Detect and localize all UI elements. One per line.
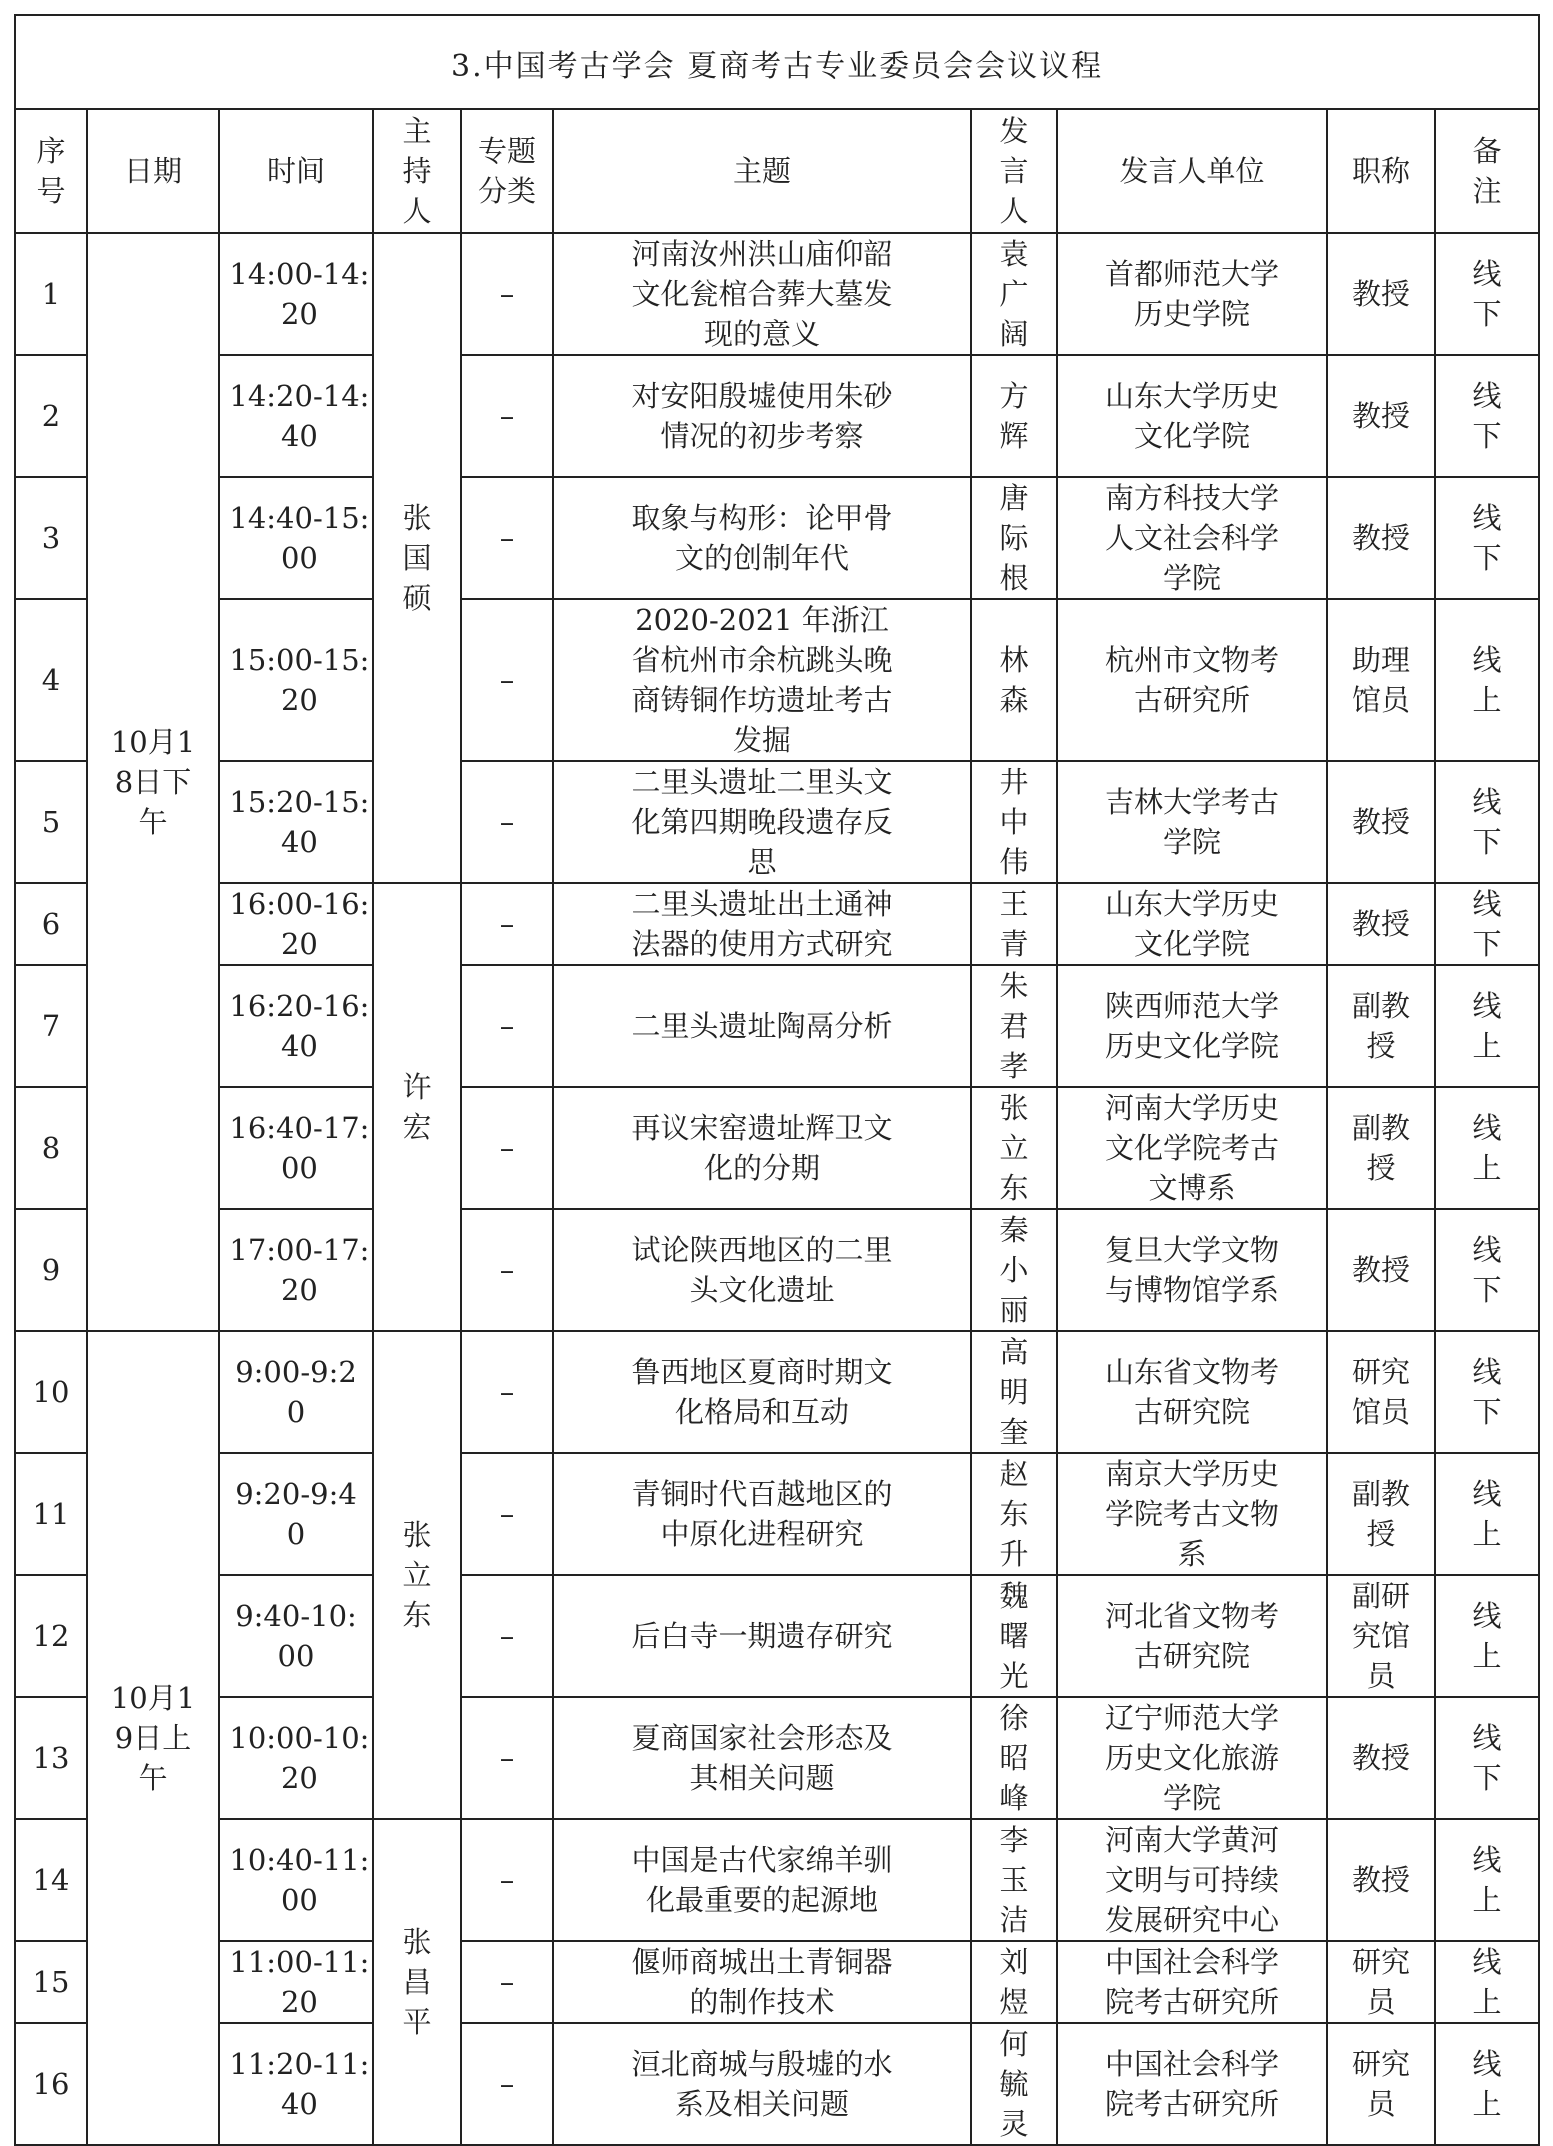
row-category: – xyxy=(461,965,553,1087)
row-time: 9:00-9:20 xyxy=(219,1331,373,1453)
row-note: 线下 xyxy=(1435,233,1539,355)
row-topic: 二里头遗址出土通神法器的使用方式研究 xyxy=(553,883,971,965)
row-category: – xyxy=(461,883,553,965)
row-seq: 5 xyxy=(15,761,87,883)
row-time: 11:20-11:40 xyxy=(219,2023,373,2145)
row-note: 线下 xyxy=(1435,1209,1539,1331)
row-category: – xyxy=(461,233,553,355)
row-topic: 二里头遗址陶鬲分析 xyxy=(553,965,971,1087)
row-speaker: 朱君孝 xyxy=(971,965,1057,1087)
row-topic: 青铜时代百越地区的中原化进程研究 xyxy=(553,1453,971,1575)
row-speaker: 唐际根 xyxy=(971,477,1057,599)
row-category: – xyxy=(461,1209,553,1331)
row-category: – xyxy=(461,599,553,761)
row-topic: 取象与构形：论甲骨文的创制年代 xyxy=(553,477,971,599)
session-date-2: 10月19日上午 xyxy=(87,1331,219,2145)
row-speaker: 井中伟 xyxy=(971,761,1057,883)
table-row xyxy=(15,1575,1539,1697)
row-position: 副教授 xyxy=(1327,1087,1435,1209)
row-position: 教授 xyxy=(1327,883,1435,965)
row-position: 研究员 xyxy=(1327,2023,1435,2145)
row-seq: 16 xyxy=(15,2023,87,2145)
session-host-3: 张立东 xyxy=(373,1331,461,1819)
row-position: 助理馆员 xyxy=(1327,599,1435,761)
row-seq: 11 xyxy=(15,1453,87,1575)
row-note: 线上 xyxy=(1435,599,1539,761)
row-position: 副教授 xyxy=(1327,965,1435,1087)
row-speaker: 李玉洁 xyxy=(971,1819,1057,1941)
row-unit: 吉林大学考古学院 xyxy=(1057,761,1327,883)
row-seq: 8 xyxy=(15,1087,87,1209)
row-position: 研究馆员 xyxy=(1327,1331,1435,1453)
session-date-1: 10月18日下午 xyxy=(87,233,219,1331)
row-category: – xyxy=(461,477,553,599)
table-row xyxy=(15,233,1539,355)
row-topic: 后白寺一期遗存研究 xyxy=(553,1575,971,1697)
row-note: 线下 xyxy=(1435,477,1539,599)
row-unit: 陕西师范大学历史文化学院 xyxy=(1057,965,1327,1087)
row-note: 线上 xyxy=(1435,1087,1539,1209)
agenda-page xyxy=(14,14,1538,2141)
row-speaker: 林森 xyxy=(971,599,1057,761)
row-seq: 15 xyxy=(15,1941,87,2023)
row-time: 15:20-15:40 xyxy=(219,761,373,883)
header-position: 职称 xyxy=(1327,109,1435,233)
table-row xyxy=(15,1941,1539,2023)
row-time: 17:00-17:20 xyxy=(219,1209,373,1331)
row-position: 副教授 xyxy=(1327,1453,1435,1575)
row-seq: 13 xyxy=(15,1697,87,1819)
row-seq: 7 xyxy=(15,965,87,1087)
row-time: 9:20-9:40 xyxy=(219,1453,373,1575)
header-unit: 发言人单位 xyxy=(1057,109,1327,233)
row-unit: 中国社会科学院考古研究所 xyxy=(1057,2023,1327,2145)
row-speaker: 高明奎 xyxy=(971,1331,1057,1453)
header-category: 专题分类 xyxy=(461,109,553,233)
row-category: – xyxy=(461,761,553,883)
row-unit: 杭州市文物考古研究所 xyxy=(1057,599,1327,761)
row-position: 副研究馆员 xyxy=(1327,1575,1435,1697)
row-unit: 南方科技大学人文社会科学学院 xyxy=(1057,477,1327,599)
table-row xyxy=(15,477,1539,599)
row-note: 线上 xyxy=(1435,965,1539,1087)
row-topic: 再议宋窑遗址辉卫文化的分期 xyxy=(553,1087,971,1209)
row-category: – xyxy=(461,1453,553,1575)
row-time: 15:00-15:20 xyxy=(219,599,373,761)
row-time: 11:00-11:20 xyxy=(219,1941,373,2023)
row-speaker: 方辉 xyxy=(971,355,1057,477)
header-host: 主持人 xyxy=(373,109,461,233)
header-time: 时间 xyxy=(219,109,373,233)
row-speaker: 张立东 xyxy=(971,1087,1057,1209)
row-note: 线下 xyxy=(1435,355,1539,477)
row-note: 线下 xyxy=(1435,1697,1539,1819)
table-row xyxy=(15,1453,1539,1575)
row-unit: 首都师范大学历史学院 xyxy=(1057,233,1327,355)
row-seq: 9 xyxy=(15,1209,87,1331)
row-unit: 河南大学历史文化学院考古文博系 xyxy=(1057,1087,1327,1209)
row-speaker: 秦小丽 xyxy=(971,1209,1057,1331)
row-position: 教授 xyxy=(1327,1209,1435,1331)
row-note: 线下 xyxy=(1435,1331,1539,1453)
session-host-1: 张国硕 xyxy=(373,233,461,883)
row-category: – xyxy=(461,1819,553,1941)
header-seq: 序号 xyxy=(15,109,87,233)
session-host-4: 张昌平 xyxy=(373,1819,461,2145)
row-time: 16:40-17:00 xyxy=(219,1087,373,1209)
row-unit: 河北省文物考古研究院 xyxy=(1057,1575,1327,1697)
row-seq: 2 xyxy=(15,355,87,477)
agenda-title: 3.中国考古学会 夏商考古专业委员会会议议程 xyxy=(15,15,1539,109)
row-seq: 6 xyxy=(15,883,87,965)
row-topic: 夏商国家社会形态及其相关问题 xyxy=(553,1697,971,1819)
session-host-2: 许宏 xyxy=(373,883,461,1331)
table-row xyxy=(15,1331,1539,1453)
row-time: 10:40-11:00 xyxy=(219,1819,373,1941)
row-position: 教授 xyxy=(1327,477,1435,599)
row-time: 14:40-15:00 xyxy=(219,477,373,599)
header-date: 日期 xyxy=(87,109,219,233)
row-topic: 中国是古代家绵羊驯化最重要的起源地 xyxy=(553,1819,971,1941)
row-topic: 河南汝州洪山庙仰韶文化瓮棺合葬大墓发现的意义 xyxy=(553,233,971,355)
row-seq: 3 xyxy=(15,477,87,599)
table-row xyxy=(15,2023,1539,2145)
row-unit: 中国社会科学院考古研究所 xyxy=(1057,1941,1327,2023)
row-speaker: 刘煜 xyxy=(971,1941,1057,2023)
row-topic: 洹北商城与殷墟的水系及相关问题 xyxy=(553,2023,971,2145)
row-seq: 12 xyxy=(15,1575,87,1697)
table-row xyxy=(15,965,1539,1087)
row-speaker: 何毓灵 xyxy=(971,2023,1057,2145)
row-note: 线上 xyxy=(1435,1453,1539,1575)
row-topic: 偃师商城出土青铜器的制作技术 xyxy=(553,1941,971,2023)
table-row xyxy=(15,1697,1539,1819)
table-row xyxy=(15,1209,1539,1331)
row-time: 14:00-14:20 xyxy=(219,233,373,355)
row-time: 10:00-10:20 xyxy=(219,1697,373,1819)
agenda-table xyxy=(14,14,1540,2146)
row-time: 14:20-14:40 xyxy=(219,355,373,477)
row-note: 线下 xyxy=(1435,761,1539,883)
row-topic: 鲁西地区夏商时期文化格局和互动 xyxy=(553,1331,971,1453)
row-time: 9:40-10:00 xyxy=(219,1575,373,1697)
row-position: 教授 xyxy=(1327,233,1435,355)
table-row xyxy=(15,355,1539,477)
row-category: – xyxy=(461,1941,553,2023)
row-speaker: 袁广阔 xyxy=(971,233,1057,355)
table-row xyxy=(15,883,1539,965)
row-time: 16:00-16:20 xyxy=(219,883,373,965)
row-position: 教授 xyxy=(1327,1697,1435,1819)
row-topic: 试论陕西地区的二里头文化遗址 xyxy=(553,1209,971,1331)
row-category: – xyxy=(461,1087,553,1209)
row-position: 教授 xyxy=(1327,761,1435,883)
row-category: – xyxy=(461,1575,553,1697)
row-note: 线上 xyxy=(1435,1575,1539,1697)
row-note: 线上 xyxy=(1435,1941,1539,2023)
row-note: 线上 xyxy=(1435,1819,1539,1941)
row-category: – xyxy=(461,355,553,477)
row-unit: 山东省文物考古研究院 xyxy=(1057,1331,1327,1453)
row-seq: 10 xyxy=(15,1331,87,1453)
row-category: – xyxy=(461,1331,553,1453)
row-unit: 河南大学黄河文明与可持续发展研究中心 xyxy=(1057,1819,1327,1941)
row-unit: 南京大学历史学院考古文物系 xyxy=(1057,1453,1327,1575)
row-speaker: 魏曙光 xyxy=(971,1575,1057,1697)
row-position: 教授 xyxy=(1327,355,1435,477)
row-unit: 复旦大学文物与博物馆学系 xyxy=(1057,1209,1327,1331)
header-note: 备注 xyxy=(1435,109,1539,233)
row-unit: 山东大学历史文化学院 xyxy=(1057,355,1327,477)
row-position: 教授 xyxy=(1327,1819,1435,1941)
row-speaker: 王青 xyxy=(971,883,1057,965)
row-topic: 2020-2021 年浙江省杭州市余杭跳头晚商铸铜作坊遗址考古发掘 xyxy=(553,599,971,761)
row-position: 研究员 xyxy=(1327,1941,1435,2023)
row-unit: 山东大学历史文化学院 xyxy=(1057,883,1327,965)
table-row xyxy=(15,1819,1539,1941)
row-seq: 1 xyxy=(15,233,87,355)
row-note: 线下 xyxy=(1435,883,1539,965)
header-speaker: 发言人 xyxy=(971,109,1057,233)
header-topic: 主题 xyxy=(553,109,971,233)
row-time: 16:20-16:40 xyxy=(219,965,373,1087)
row-seq: 4 xyxy=(15,599,87,761)
table-row xyxy=(15,599,1539,761)
table-row xyxy=(15,1087,1539,1209)
row-topic: 对安阳殷墟使用朱砂情况的初步考察 xyxy=(553,355,971,477)
row-note: 线上 xyxy=(1435,2023,1539,2145)
row-category: – xyxy=(461,1697,553,1819)
table-row xyxy=(15,761,1539,883)
row-unit: 辽宁师范大学历史文化旅游学院 xyxy=(1057,1697,1327,1819)
row-seq: 14 xyxy=(15,1819,87,1941)
row-category: – xyxy=(461,2023,553,2145)
row-topic: 二里头遗址二里头文化第四期晚段遗存反思 xyxy=(553,761,971,883)
row-speaker: 赵东升 xyxy=(971,1453,1057,1575)
row-speaker: 徐昭峰 xyxy=(971,1697,1057,1819)
